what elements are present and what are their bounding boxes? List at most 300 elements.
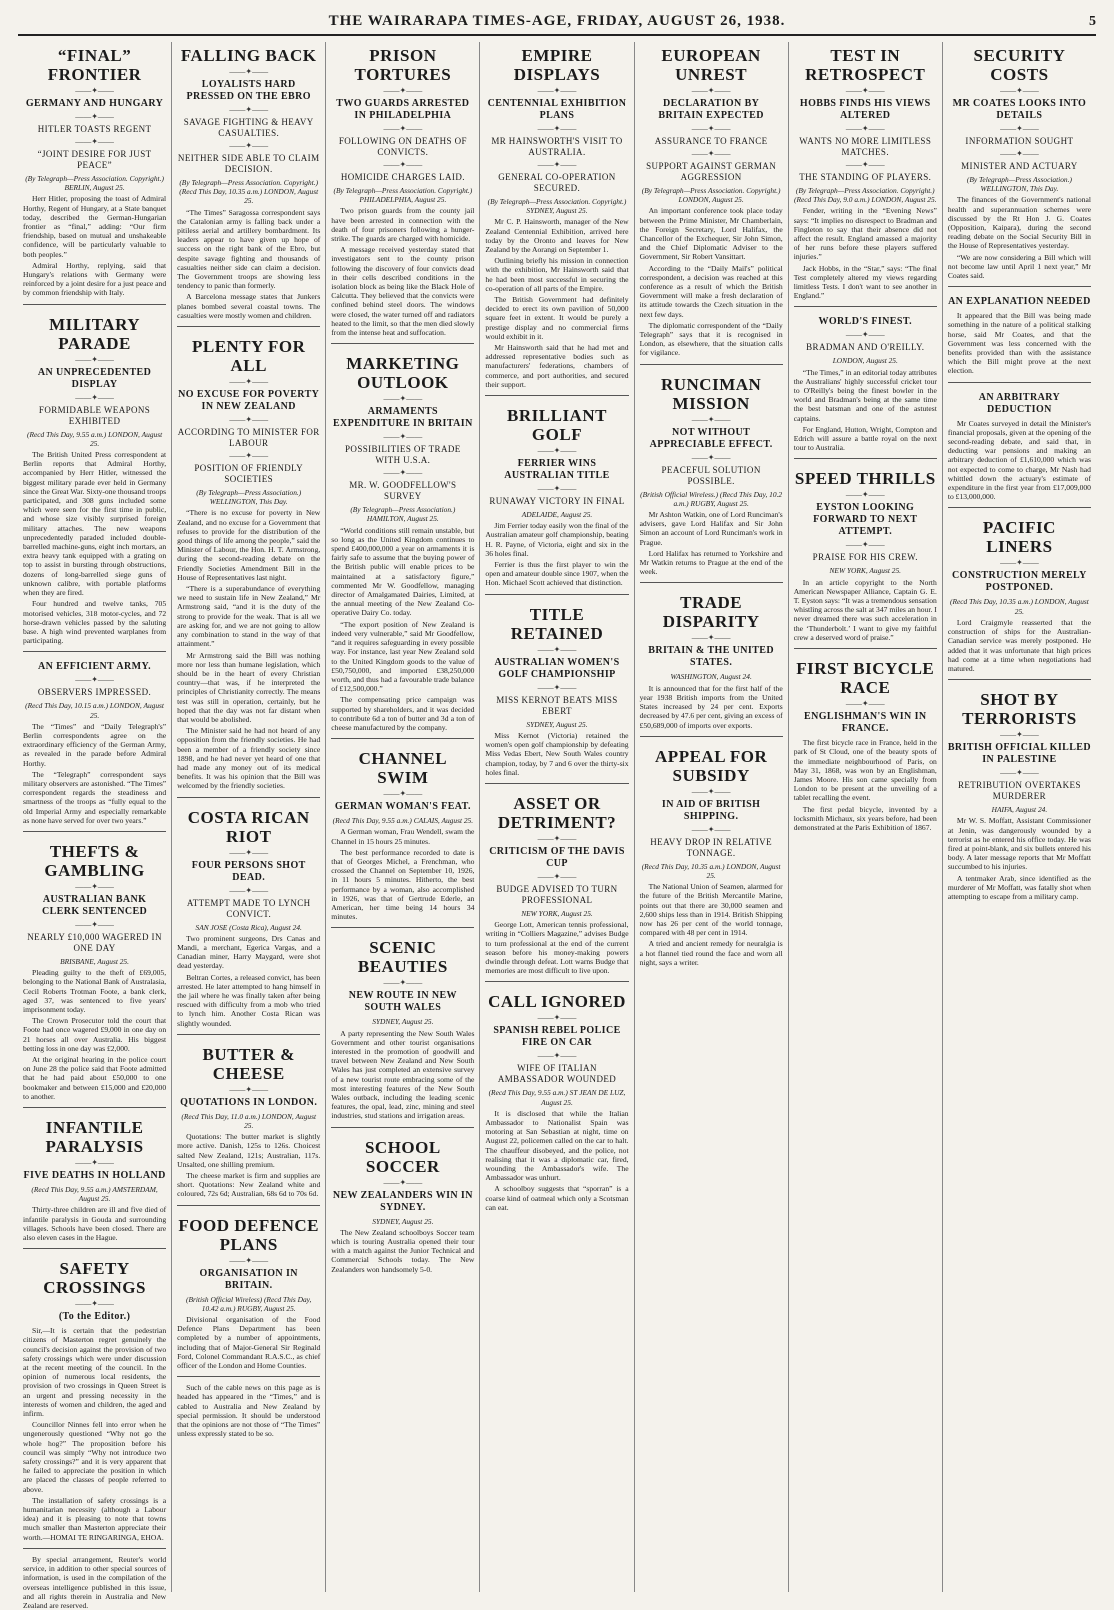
rule-ornament bbox=[485, 646, 628, 654]
story-body bbox=[23, 194, 166, 297]
story-dateline: (Recd This Day, 10.15 a.m.) LONDON, August 25. bbox=[25, 701, 164, 720]
rule-ornament bbox=[23, 394, 166, 402]
story-dateline: (By Telegraph—Press Association. Copyright.) SYDNEY, August 25. bbox=[487, 197, 627, 216]
story-deck: “JOINT DESIRE FOR JUST PEACE” bbox=[37, 149, 152, 170]
story-paragraph: The cheese market is firm and supplies are short. Quotations: New Zealand white and coloured, 72s 6d; Australian, 68s 6d to 70s 6d. bbox=[177, 1171, 321, 1199]
story-deck: CONSTRUCTION MERELY POSTPONED. bbox=[952, 570, 1087, 594]
story-deck: WORLD'S FINEST. bbox=[818, 316, 913, 328]
rule-ornament bbox=[948, 559, 1091, 567]
news-story bbox=[485, 46, 628, 389]
story-paragraph: The best performance recorded to date is that of Georges Michel, a Frenchman, who crossed the Channel on September 10, 1926, in 11 hours 5 minutes. Hitherto, the best performance by a woman, also accomplished in 1926, was that of Gertrude Ederle, an American, her time being 14 hours 34 minutes. bbox=[331, 847, 475, 922]
story-dateline: (Recd This Day, 11.0 a.m.) LONDON, August 25. bbox=[181, 1111, 317, 1130]
news-column bbox=[943, 42, 1096, 1592]
story-deck: BRADMAN AND O'REILLY. bbox=[806, 342, 925, 353]
page-number: 5 bbox=[1089, 14, 1096, 29]
story-deck: MR COATES LOOKS INTO DETAILS bbox=[952, 98, 1087, 121]
story-body bbox=[485, 731, 628, 777]
news-story bbox=[23, 1548, 166, 1610]
rule-ornament bbox=[177, 68, 320, 76]
story-paragraph: A party representing the New South Wales Government and other tourist organisations interested in the promotion of goodwill and travel between New Zealand and New South Wales has just completed an extensive survey of a new tourist route embracing some of the most interesting features of the New South Wales outback, including the leading scenic features, the opal, lead, zinc, mining and steel industries, stud stations and irrigation areas. bbox=[331, 1028, 475, 1121]
story-body bbox=[948, 195, 1091, 280]
story-paragraph: A German woman, Frau Wendell, swam the Channel in 15 hours 25 minutes. bbox=[331, 827, 475, 846]
rule-ornament bbox=[794, 700, 937, 708]
story-headline: SECURITY COSTS bbox=[973, 46, 1066, 84]
rule-ornament bbox=[794, 491, 937, 499]
story-body bbox=[177, 508, 320, 790]
rule-ornament bbox=[23, 113, 166, 121]
story-paragraph: “We are now considering a Bill which will not become law until April 1 next year,” Mr Coates said. bbox=[947, 252, 1091, 281]
story-deck: FERRIER WINS AUSTRALIAN TITLE bbox=[504, 458, 610, 482]
story-body bbox=[23, 450, 166, 645]
story-paragraph: The first pedal bicycle, invented by a locksmith Michaux, six years before, had been demonstrated at the Paris Exhibition of 1867. bbox=[793, 804, 937, 832]
story-paragraph: Mr C. P. Hainsworth, manager of the New Zealand Centennial Exhibition, arrived here today by the Oronto and leaves for New Zealand by the Aorangi on September 1. bbox=[485, 217, 629, 255]
story-deck: WIFE OF ITALIAN AMBASSADOR WOUNDED bbox=[497, 1063, 617, 1085]
rule-ornament bbox=[177, 887, 320, 895]
story-paragraph: It is disclosed that while the Italian Ambassador to Nationalist Spain was motoring at San Sebastian at night, time on August 22, policemen called on the car to halt. The chauffeur disobeyed, and the police, not realising that it was a diplomatic car, fired, wounding the Ambassador's wife. The Ambassador was unhurt. bbox=[485, 1108, 629, 1183]
story-dateline: (By Telegraph—Press Association. Copyright.) BERLIN, August 25. bbox=[25, 174, 164, 193]
story-deck: BUDGE ADVISED TO TURN PROFESSIONAL bbox=[496, 883, 618, 905]
rule-ornament bbox=[23, 676, 166, 684]
news-story bbox=[23, 651, 166, 825]
rule-ornament bbox=[177, 1257, 320, 1265]
story-deck: AN EXPLANATION NEEDED bbox=[948, 296, 1091, 308]
rule-ornament bbox=[948, 731, 1091, 739]
story-deck: NEW ZEALANDERS WIN IN SYDNEY. bbox=[332, 1189, 473, 1213]
rule-ornament bbox=[485, 485, 628, 493]
story-deck: ENGLISHMAN'S WIN IN FRANCE. bbox=[804, 711, 927, 735]
story-paragraph: The Minister said he had not heard of any opposition from the friendly societies. He had been a member of a friendly society since 1898, and he had never yet heard of one that had made any money out of its medical benefits. It was his opinion that the Bill was welcomed by the friendly societies. bbox=[177, 726, 321, 791]
rule-ornament bbox=[331, 1179, 474, 1187]
news-story bbox=[177, 1205, 320, 1371]
story-headline: PACIFIC LINERS bbox=[982, 518, 1056, 557]
rule-ornament bbox=[177, 378, 320, 386]
news-story bbox=[23, 46, 166, 298]
rule-ornament bbox=[23, 1159, 166, 1167]
story-paragraph: The New Zealand schoolboys Soccer team which is touring Australia opened their tour with a match against the Junior Technical and Commercial Schools today. The New Zealanders won handsomely 5-0. bbox=[331, 1227, 475, 1274]
rule-ornament bbox=[794, 541, 937, 549]
story-dateline: (Recd This Day, 9.55 a.m.) ST JEAN DE LUZ, August 25. bbox=[488, 1088, 626, 1107]
rule-ornament bbox=[794, 161, 937, 169]
rule-ornament bbox=[177, 849, 320, 857]
news-story bbox=[331, 927, 474, 1120]
story-paragraph: For England, Hutton, Wright, Compton and Edrich will assure a battle royal on the next tour to Australia. bbox=[793, 424, 937, 453]
news-story bbox=[485, 981, 628, 1212]
rule-ornament bbox=[177, 142, 320, 150]
news-column bbox=[326, 42, 480, 1592]
story-paragraph: By special arrangement, Reuter's world service, in addition to other special sources of information, is used in the compilation of the overseas intelligence published in this issue, and all rights therein in Australia and New Zealand are reserved. bbox=[23, 1554, 167, 1610]
story-deck: NEW ROUTE IN NEW SOUTH WALES bbox=[348, 990, 457, 1014]
story-deck: FOUR PERSONS SHOT DEAD. bbox=[191, 859, 306, 883]
story-paragraph: Mr Ashton Watkin, one of Lord Runciman's advisers, gave Lord Halifax and Sir John Simon an account of Lord Runciman's work in Prague. bbox=[639, 510, 783, 547]
story-dateline: (By Telegraph—Press Association.) WELLINGTON, This Day. bbox=[966, 175, 1072, 194]
rule-ornament bbox=[177, 106, 320, 114]
story-deck: PRAISE FOR HIS CREW. bbox=[812, 552, 918, 563]
story-deck: MR. W. GOODFELLOW'S SURVEY bbox=[349, 480, 457, 502]
story-deck: CRITICISM OF THE DAVIS CUP bbox=[489, 845, 625, 869]
story-headline: EMPIRE DISPLAYS bbox=[513, 46, 601, 84]
rule-ornament bbox=[485, 447, 628, 455]
story-headline: TEST IN RETROSPECT bbox=[805, 46, 926, 84]
story-headline: FALLING BACK bbox=[180, 46, 317, 65]
news-story bbox=[640, 582, 783, 729]
story-body bbox=[177, 1383, 320, 1438]
story-body bbox=[331, 526, 474, 732]
story-deck: FORMIDABLE WEAPONS EXHIBITED bbox=[38, 404, 151, 426]
news-story bbox=[485, 594, 628, 777]
rule-ornament bbox=[177, 452, 320, 460]
story-headline: SPEED THRILLS bbox=[794, 469, 936, 489]
story-body bbox=[948, 311, 1091, 375]
story-body bbox=[177, 208, 320, 320]
story-paragraph: “There is no excuse for poverty in New Zealand, and no excuse for a Government that refuses to provide for the distribution of the good things of life among the people,” said the Minister of Labour, the Hon. H. T. Armstrong, during the second-reading debate on the Friendly Societies Amendment Bill in the House of Representatives last night. bbox=[177, 508, 321, 582]
rule-ornament bbox=[331, 125, 474, 133]
story-deck: TWO GUARDS ARRESTED IN PHILADELPHIA bbox=[336, 98, 470, 121]
story-deck: FOLLOWING ON DEATHS OF CONVICTS. bbox=[338, 136, 467, 157]
story-paragraph: Admiral Horthy, replying, said that Hungary's relations with Germany were reinforced by a joint desire for a just peace and by common friendship with Italy. bbox=[23, 260, 167, 298]
masthead bbox=[18, 0, 1096, 36]
news-story bbox=[948, 286, 1091, 375]
story-paragraph: Four hundred and twelve tanks, 705 motorised vehicles, 318 motor-cycles, and 72 horse-drawn vehicles passed by the saluting base. A high wind prevented warplanes from participating. bbox=[23, 599, 167, 646]
story-headline: CALL IGNORED bbox=[488, 992, 626, 1012]
rule-ornament bbox=[948, 150, 1091, 158]
story-deck: ARMAMENTS EXPENDITURE IN BRITAIN bbox=[332, 406, 473, 430]
story-paragraph: Mr Armstrong said the Bill was nothing more nor less than humane legislation, which should be in the heart of every Christian country—that was, if he interpreted the principles of Christianity correctly. The means test was still in operation, certainly, but he hoped that the day was not far distant when that would be abolished. bbox=[177, 650, 321, 724]
story-dateline: (By Telegraph—Press Association. Copyright.) (Recd This Day, 10.35 a.m.) LONDON, August 25. bbox=[179, 178, 319, 206]
story-deck: GERMAN WOMAN'S FEAT. bbox=[334, 801, 471, 813]
story-paragraph: The National Union of Seamen, alarmed for the future of the British Mercantile Marine, points out that there are 30,000 seamen and 2,600 ships less than in 1914. British Shipping now has 26 per cent of the world tonnage, compared with 48 per cent in 1914. bbox=[639, 882, 783, 938]
story-deck: SUPPORT AGAINST GERMAN AGGRESSION bbox=[646, 161, 777, 182]
story-paragraph: Herr Hitler, proposing the toast of Admiral Horthy, Regent of Hungary, at a State banquet today, described the German-Hungarian frontier as “final,” adding: “Our firm friendship, based on mutual and unshakeable confidence, will be particularly valuable to both peoples.” bbox=[23, 194, 167, 259]
story-headline: FOOD DEFENCE PLANS bbox=[178, 1215, 319, 1254]
story-paragraph: Beltran Cortes, a released convict, has been arrested. He later attempted to hang himself in the jail where he was finally taken after being rescued with difficulty from a mob who tried to lynch him. Another Costa Rican was slightly wounded. bbox=[177, 972, 321, 1028]
story-paragraph: “The export position of New Zealand is indeed very vulnerable,” said Mr Goodfellow, “and it requires safeguarding in every possible way. For instance, last year New Zealand sold to the United Kingdom goods to the value of £50,750,000, and imported £38,250,000 worth, and thus had a favourable trade balance of £12,500,000.” bbox=[331, 619, 475, 694]
rule-ornament bbox=[485, 873, 628, 881]
rule-ornament bbox=[948, 87, 1091, 95]
story-deck: PEACEFUL SOLUTION POSSIBLE. bbox=[661, 464, 761, 486]
rule-ornament bbox=[640, 416, 783, 424]
rule-ornament bbox=[948, 769, 1091, 777]
news-story bbox=[177, 326, 320, 791]
story-headline: FIRST BICYCLE RACE bbox=[796, 659, 935, 698]
story-headline: MILITARY PARADE bbox=[49, 314, 141, 353]
story-paragraph: A message received yesterday stated that investigators sent to the county prison following the discovery of four convicts dead in their cells described conditions in the isolation block as being like the Black Hole of Calcutta. They believed that the convicts were confined behind steel doors. The windows were closed, the water turned off and radiators heated to the limit, so that the men died slowly from the intense heat and suffocation. bbox=[331, 245, 475, 338]
news-story bbox=[331, 343, 474, 732]
story-headline: TITLE RETAINED bbox=[510, 604, 604, 643]
story-paragraph: The first bicycle race in France, held in the park of St Cloud, one of the beauty spots of the immediate neighbourhood of Paris, on May 31, 1868, was won by an Englishman, James Moore. His son came specially from London to be present at the unveiling of a tablet recalling the event. bbox=[793, 738, 937, 803]
story-paragraph: The finances of the Government's national health and superannuation schemes were discussed by the Rt Hon J. G. Coates (Opposition, Kaipara), during the second reading debate on the Social Security Bill in the House of Representatives yesterday. bbox=[947, 195, 1091, 251]
story-paragraph: A tentmaker Arab, since identified as the murderer of Mr Moffatt, was fatally shot when attempting to escape from a military camp. bbox=[947, 873, 1091, 901]
story-paragraph: The “Telegraph” correspondent says military observers are astonished. “The Times” correspondent regards the steadiness and smartness of the troops as “fully equal to the old Imperial Army and especially remarkable as none have served for over two years.” bbox=[23, 769, 167, 825]
rule-ornament bbox=[485, 684, 628, 692]
story-paragraph: Quotations: The butter market is slightly more active. Danish, 125s to 126s. Choicest salted New Zealand, 121s; Australian, 117s. Unsalted, one shilling premium. bbox=[177, 1132, 321, 1169]
story-deck: AUSTRALIAN BANK CLERK SENTENCED bbox=[41, 893, 148, 917]
story-dateline: NEW YORK, August 25. bbox=[521, 908, 593, 918]
story-paragraph: Lord Craigmyle reasserted that the construction of ships for the Australian-Canadian service was merely postponed. He added that it was unfortunate that high prices had come at a time when negotiations had matured. bbox=[947, 617, 1091, 673]
story-paragraph: The British United Press correspondent at Berlin reports that Admiral Horthy, accompanied by Herr Hitler, witnessed the biggest military parade ever held in Germany since the Great War. Sixty-one thousand troops participated, and 308 guns included some which were seen for the first time in public, and whose size visibly surprised foreign military attaches. The new weapons unprecedentedly paraded included double-barrelled machine-guns, eight inch mortars, an extra heavy tank equipped with a grating on top to assist in bursting through obstructions, dozens of long-barrelled siege guns of unknown calibre, with portable platforms when they are fired. bbox=[23, 450, 167, 598]
story-deck: AN ARBITRARY DEDUCTION bbox=[978, 391, 1061, 415]
story-body bbox=[640, 206, 783, 357]
story-paragraph: At the original hearing in the police court on June 28 the police said that Foote admitted that he had paid about £50,000 to one bookmaker and between £15,000 and £20,000 to another. bbox=[23, 1054, 167, 1101]
story-paragraph: Two prominent surgeons, Drs Canas and Mandi, a merchant, Egerica Vargas, and a Canadian miner, Harry Maygard, were shot dead yesterday. bbox=[177, 933, 321, 971]
story-deck: HEAVY DROP IN RELATIVE TONNAGE. bbox=[650, 836, 772, 858]
story-paragraph: Outlining briefly his mission in connection with the exhibition, Mr Hainsworth said that he had been most successful in securing the co-operation of all parts of the Empire. bbox=[485, 256, 629, 293]
story-headline: CHANNEL SWIM bbox=[358, 749, 448, 788]
story-paragraph: Ferrier is thus the first player to win the open and amateur double since 1907, when the Hon. Michael Scott achieved that distinction. bbox=[485, 560, 629, 588]
story-headline: PLENTY FOR ALL bbox=[191, 337, 306, 376]
rule-ornament bbox=[23, 883, 166, 891]
story-paragraph: The “Times” and “Daily Telegraph's” Berlin correspondents agree on the extraordinary efficiency of the German Army, as revealed in the parade before Admiral Horthy. bbox=[23, 721, 167, 768]
rule-ornament bbox=[640, 454, 783, 462]
story-deck: BRITISH OFFICIAL KILLED IN PALESTINE bbox=[947, 742, 1091, 766]
rule-ornament bbox=[640, 634, 783, 642]
story-deck: POSITION OF FRIENDLY SOCIETIES bbox=[194, 463, 304, 485]
story-deck: INFORMATION SOUGHT bbox=[965, 136, 1074, 146]
story-dateline: LONDON, August 25. bbox=[832, 356, 898, 366]
rule-ornament bbox=[23, 138, 166, 146]
story-dateline: SAN JOSE (Costa Rica), August 24. bbox=[195, 922, 302, 932]
story-body bbox=[794, 578, 937, 642]
story-paragraph: It appeared that the Bill was being made something in the nature of a political stalking horse, said Mr Coates, and that the Government was less concerned with the benefits provided than with the assistance which the Bill might prove at the next election. bbox=[947, 311, 1091, 376]
rule-ornament bbox=[331, 790, 474, 798]
story-headline: TRADE DISPARITY bbox=[662, 593, 760, 632]
rule-ornament bbox=[485, 87, 628, 95]
story-paragraph: George Lott, American tennis professional, writing in “Colliers Magazine,” advises Budge to turn professional at the end of the current season before his money-making powers dwindle through defeat. Lott warns Budge that memories are most difficult to live upon. bbox=[485, 920, 629, 976]
story-body bbox=[640, 510, 783, 576]
story-deck: ACCORDING TO MINISTER FOR LABOUR bbox=[177, 427, 320, 449]
story-paragraph: “The Times” Saragossa correspondent says the Catalonian army is falling back under a pitiless aerial and artillery bombardment. Its leaders appear to have given up hope of success on the right bank of the Ebro, but despite savage fighting and thousands of casualties neither side can claim a decision. The Government troops are showing less tendency to panic than formerly. bbox=[177, 207, 321, 291]
story-paragraph: Mr Coates surveyed in detail the Minister's financial proposals, given at the opening of the second-reading debate, and said that, in deducting war pensions and making an arbitrary deduction of £1,610,000 which was not expected to come to charge, Mr Nash had whittled down the actuary's estimate of expenditure in the first year from £17,009,000 to £13,000,000. bbox=[947, 418, 1091, 502]
story-paragraph: It is announced that for the first half of the year 1938 British imports from the United States increased by 24 per cent. Exports decreased by 47.6 per cent, giving an excess of £50,689,000 of imports over exports. bbox=[639, 683, 783, 730]
news-story bbox=[177, 46, 320, 320]
story-deck: AUSTRALIAN WOMEN'S GOLF CHAMPIONSHIP bbox=[494, 656, 620, 680]
story-deck: GERMANY AND HUNGARY bbox=[25, 98, 164, 109]
story-headline: BUTTER & CHEESE bbox=[202, 1044, 295, 1083]
news-story bbox=[23, 831, 166, 1101]
story-paragraph: Mr Hainsworth said that he had met and addressed representative bodies such as manufacturers' federations, chambers of commerce, and port authorities, and secured their support. bbox=[485, 343, 629, 389]
rule-ornament bbox=[794, 87, 937, 95]
story-deck: BRITAIN & THE UNITED STATES. bbox=[648, 645, 774, 669]
rule-ornament bbox=[948, 125, 1091, 133]
story-paragraph: Jack Hobbs, in the “Star,” says: “The final Test completely altered my views regarding limitless Tests. I don't want to see another in England.” bbox=[793, 263, 937, 301]
story-dateline: (Recd This Day, 10.35 a.m.) LONDON, August 25. bbox=[949, 597, 1089, 616]
story-body bbox=[177, 934, 320, 1028]
story-headline: RUNCIMAN MISSION bbox=[660, 374, 762, 413]
news-story bbox=[331, 738, 474, 921]
news-story bbox=[485, 395, 628, 588]
rule-ornament bbox=[794, 331, 937, 339]
story-paragraph: Such of the cable news on this page as is headed has appeared in the “Times,” and is cabled to Australia and New Zealand by special permission. It should be understood that the opinions are not those of “The Times” unless expressly stated to be so. bbox=[177, 1383, 321, 1439]
rule-ornament bbox=[331, 979, 474, 987]
story-deck: AN EFFICIENT ARMY. bbox=[38, 661, 152, 673]
story-deck: AN UNPRECEDENTED DISPLAY bbox=[37, 366, 152, 390]
story-deck: GENERAL CO-OPERATION SECURED. bbox=[498, 172, 616, 193]
news-story bbox=[948, 507, 1091, 673]
rule-ornament bbox=[177, 416, 320, 424]
story-headline: SCENIC BEAUTIES bbox=[357, 938, 448, 977]
rule-ornament bbox=[640, 788, 783, 796]
story-body bbox=[948, 618, 1091, 673]
story-paragraph: A schoolboy suggests that “sporran” is a coarse kind of oatmeal which only a Scotsman can eat. bbox=[485, 1184, 629, 1212]
story-body bbox=[23, 1326, 166, 1542]
rule-ornament bbox=[640, 125, 783, 133]
story-headline: APPEAL FOR SUBSIDY bbox=[655, 746, 768, 785]
story-body bbox=[331, 206, 474, 337]
rule-ornament bbox=[331, 87, 474, 95]
story-paragraph: The compensating price campaign was supported by shareholders, and it was decided to contribute 6d a ton of butter and 3d a ton of cheese manufactured by the company. bbox=[331, 695, 475, 732]
story-dateline: (By Telegraph—Press Association. Copyright.) PHILADELPHIA, August 25. bbox=[333, 186, 473, 205]
story-body bbox=[331, 1228, 474, 1274]
story-headline: EUROPEAN UNREST bbox=[661, 46, 761, 84]
story-headline: THEFTS & GAMBLING bbox=[44, 841, 145, 880]
news-column bbox=[172, 42, 326, 1592]
news-story bbox=[177, 1376, 320, 1438]
story-deck: HITLER TOASTS REGENT bbox=[37, 124, 152, 134]
news-story bbox=[177, 1034, 320, 1199]
story-paragraph: According to the “Daily Mail's” political correspondent, a decision was reached at this conference as a result of which the British Government will make a fresh declaration of its attitude towards the Czech situation in the next few days. bbox=[639, 263, 783, 319]
story-body bbox=[640, 684, 783, 730]
story-body bbox=[485, 521, 628, 587]
story-paragraph: In an article copyright to the North American Newspaper Alliance, Captain G. E. T. Eyston says: “It was a tremendous sensation whistling across the salt at 347 miles an hour. I never dreamed there was such acceleration in the ‘Thunderbolt.’ I want to give my faithful crew a deserved word of praise.” bbox=[793, 577, 937, 642]
news-story bbox=[23, 1248, 166, 1542]
story-deck: QUOTATIONS IN LONDON. bbox=[180, 1096, 318, 1108]
story-paragraph: Councillor Ninnes fell into error when he ungenerously questioned “Why not go the whole hog?” The proposition before his council was simply “Why not introduce two safety crossings?” and it is very apparent that he failed to appreciate the position in which are placed the classes of people referred to above. bbox=[23, 1420, 167, 1494]
story-deck: SAVAGE FIGHTING & HEAVY CASUALTIES. bbox=[183, 117, 314, 138]
story-dateline: (Recd This Day, 9.55 a.m.) AMSTERDAM, August 25. bbox=[31, 1185, 158, 1204]
story-deck: DECLARATION BY BRITAIN EXPECTED bbox=[658, 98, 764, 121]
story-headline: MARKETING OUTLOOK bbox=[346, 354, 460, 393]
news-story bbox=[794, 458, 937, 642]
story-headline: SHOT BY TERRORISTS bbox=[962, 690, 1077, 729]
story-paragraph: Mr W. S. Moffatt, Assistant Commissioner at Jenin, was dangerously wounded by a terrorist as he entered his office today. He was fired at point-blank, and six bullets entered his body. A later message reports that Mr Moffatt succumbed to his injuries. bbox=[947, 816, 1091, 872]
rule-ornament bbox=[485, 161, 628, 169]
story-paragraph: The diplomatic correspondent of the “Daily Telegraph” says that it is recognised in London, as elsewhere, that the situation calls for vigilance. bbox=[639, 320, 783, 358]
news-column bbox=[480, 42, 634, 1592]
story-dateline: (British Official Wireless) (Recd This Day, 10.42 a.m.) RUGBY, August 25. bbox=[186, 1294, 312, 1313]
story-deck: RETRIBUTION OVERTAKES MURDERER bbox=[957, 780, 1081, 802]
news-story bbox=[640, 736, 783, 967]
story-deck: ORGANISATION IN BRITAIN. bbox=[199, 1267, 298, 1291]
story-paragraph: Two prison guards from the county jail have been arrested in connection with the death of four prisoners following a hunger-strike. The guards are charged with homicide. bbox=[331, 206, 475, 244]
story-paragraph: Pleading guilty to the theft of £69,005, belonging to the National Bank of Australasia, Cecil Roberts Trotman Foote, a bank clerk, aged 37, was sentenced to five years' imprisonment today. bbox=[23, 968, 167, 1014]
story-dateline: NEW YORK, August 25. bbox=[829, 566, 902, 576]
story-deck: THE STANDING OF PLAYERS. bbox=[799, 172, 932, 182]
story-deck: POSSIBILITIES OF TRADE WITH U.S.A. bbox=[345, 444, 461, 466]
story-dateline: SYDNEY, August 25. bbox=[526, 719, 588, 729]
story-headline: SCHOOL SOCCER bbox=[364, 1137, 441, 1176]
story-deck: WANTS NO MORE LIMITLESS MATCHES. bbox=[799, 136, 932, 157]
news-story bbox=[23, 1107, 166, 1242]
rule-ornament bbox=[485, 1052, 628, 1060]
news-story bbox=[948, 382, 1091, 502]
story-deck: NEITHER SIDE ABLE TO CLAIM DECISION. bbox=[177, 153, 320, 174]
story-body bbox=[485, 920, 628, 975]
rule-ornament bbox=[23, 921, 166, 929]
news-story bbox=[485, 783, 628, 975]
story-body bbox=[23, 1205, 166, 1242]
story-dateline: (Recd This Day, 9.55 a.m.) CALAIS, August 25. bbox=[332, 816, 474, 826]
story-dateline: SYDNEY, August 25. bbox=[372, 1017, 434, 1027]
rule-ornament bbox=[331, 469, 474, 477]
story-paragraph: A Barcelona message states that Junkers planes bombed several coastal towns. The casualties were mostly women and children. bbox=[177, 292, 321, 320]
story-paragraph: Jim Ferrier today easily won the final of the Australian amateur golf championship, beating H. R. Payne, of Victoria, eight and six in the 36 holes final. bbox=[485, 521, 629, 558]
story-paragraph: Sir,—It is certain that the pedestrian citizens of Masterton regret genuinely the council's decision against the provision of two safety crossings which were under discussion at the recent meeting of the council. In the opinion of numerous local residents, the provision of two crossings in Queen Street is an urgent and pressing necessity in the interests of women and children, the aged and infirm. bbox=[23, 1326, 167, 1419]
story-paragraph: Fender, writing in the “Evening News” says: “It implies no disrespect to Bradman and Fingleton to say that their absence did not affect the result. England amassed a majority of her runs before these players suffered injuries.” bbox=[793, 206, 937, 262]
rule-ornament bbox=[331, 433, 474, 441]
news-story bbox=[177, 797, 320, 1028]
story-deck: NO EXCUSE FOR POVERTY IN NEW ZEALAND bbox=[178, 389, 320, 413]
story-body bbox=[485, 1109, 628, 1212]
story-body bbox=[948, 419, 1091, 502]
story-paragraph: The British Government had definitely decided to erect its own pavilion of 50,000 square feet in extent. It would be purely a prestige display and no commercial firms would exhibit in it. bbox=[485, 295, 629, 341]
rule-ornament bbox=[331, 161, 474, 169]
story-paragraph: Thirty-three children are ill and five died of infantile paralysis in Gouda and surrounding villages. Schools have been closed. There are also eleven cases in the Hague. bbox=[23, 1205, 167, 1243]
story-deck: (To the Editor.) bbox=[58, 1311, 131, 1323]
story-paragraph: Miss Kernot (Victoria) retained the women's open golf championship by defeating Miss Vedas Ebert, New South Wales country champion, today, by 7 and 6 over the thirty-six holes final. bbox=[485, 730, 629, 777]
story-headline: COSTA RICAN RIOT bbox=[187, 807, 310, 846]
rule-ornament bbox=[485, 1014, 628, 1022]
story-dateline: (By Telegraph—Press Association.) WELLINGTON, This Day. bbox=[196, 488, 302, 507]
story-paragraph: A tried and ancient remedy for neuralgia is a hot flannel tied round the face and worn all night, says a writer. bbox=[639, 939, 783, 967]
news-column bbox=[789, 42, 943, 1592]
news-story bbox=[331, 46, 474, 337]
news-story bbox=[640, 46, 783, 358]
story-deck: RUNAWAY VICTORY IN FINAL bbox=[489, 496, 625, 507]
story-paragraph: The Crown Prosecutor told the court that Foote had once wagered £9,000 in one day on 21 horses all over Australia. His biggest betting loss in one day was £2,000. bbox=[23, 1016, 167, 1053]
story-body bbox=[23, 968, 166, 1101]
story-deck: HOBBS FINDS HIS VIEWS ALTERED bbox=[799, 98, 931, 121]
masthead-title: THE WAIRARAPA TIMES-AGE, FRIDAY, AUGUST 26, 1938. bbox=[328, 13, 786, 29]
story-deck: NOT WITHOUT APPRECIABLE EFFECT. bbox=[649, 426, 773, 450]
story-dateline: (By Telegraph—Press Association. Copyright.) LONDON, August 25. bbox=[641, 186, 781, 205]
story-body bbox=[485, 217, 628, 389]
news-story bbox=[794, 648, 937, 832]
story-paragraph: “World conditions still remain unstable, but so long as the United Kingdom continues to spend £400,000,000 a year on armaments it is fairly safe to assume that the buying power of the British public will enable prices to be maintained at a satisfactory figure,” commented Mr W. Goodfellow, managing director of Amalgamated Dairies, Limited, at the annual meeting of the New Zealand Co-operative Dairy Co. today. bbox=[331, 525, 475, 618]
news-story bbox=[948, 46, 1091, 280]
news-story bbox=[794, 306, 937, 452]
story-deck: MR HAINSWORTH'S VISIT TO AUSTRALIA. bbox=[491, 136, 623, 157]
story-dateline: (Recd This Day, 9.55 a.m.) LONDON, August 25. bbox=[26, 429, 163, 448]
rule-ornament bbox=[23, 1300, 166, 1308]
story-dateline: (By Telegraph—Press Association.) HAMILTON, August 25. bbox=[350, 505, 456, 524]
story-body bbox=[794, 368, 937, 453]
news-story bbox=[794, 46, 937, 300]
story-deck: ASSURANCE TO FRANCE bbox=[654, 136, 768, 146]
story-body bbox=[640, 882, 783, 967]
rule-ornament bbox=[23, 356, 166, 364]
news-story bbox=[948, 679, 1091, 901]
story-deck: CENTENNIAL EXHIBITION PLANS bbox=[487, 98, 627, 121]
rule-ornament bbox=[485, 125, 628, 133]
story-body bbox=[331, 827, 474, 921]
story-deck: SPANISH REBEL POLICE FIRE ON CAR bbox=[493, 1025, 621, 1049]
story-deck: NEARLY £10,000 WAGERED IN ONE DAY bbox=[27, 931, 162, 953]
story-deck: EYSTON LOOKING FORWARD TO NEXT ATTEMPT. bbox=[813, 502, 918, 538]
rule-ornament bbox=[331, 395, 474, 403]
story-dateline: BRISBANE, August 25. bbox=[60, 956, 129, 966]
news-column bbox=[18, 42, 172, 1610]
news-story bbox=[331, 1127, 474, 1274]
story-deck: MINISTER AND ACTUARY bbox=[961, 161, 1078, 171]
story-body bbox=[23, 1555, 166, 1610]
story-headline: SAFETY CROSSINGS bbox=[43, 1259, 146, 1298]
story-deck: ATTEMPT MADE TO LYNCH CONVICT. bbox=[186, 897, 311, 919]
story-paragraph: “There is a superabundance of everything we need to sustain life in New Zealand,” Mr Armstrong said, “and it is the duty of the strong to provide for the weak. That is all we are asking for, and we are not going to allow any combination to stand in the way of that attainment.” bbox=[177, 584, 321, 649]
story-deck: IN AID OF BRITISH SHIPPING. bbox=[661, 798, 761, 822]
story-dateline: ADELAIDE, August 25. bbox=[521, 510, 593, 520]
rule-ornament bbox=[640, 826, 783, 834]
story-deck: OBSERVERS IMPRESSED. bbox=[37, 687, 152, 698]
article-columns bbox=[18, 42, 1096, 1610]
